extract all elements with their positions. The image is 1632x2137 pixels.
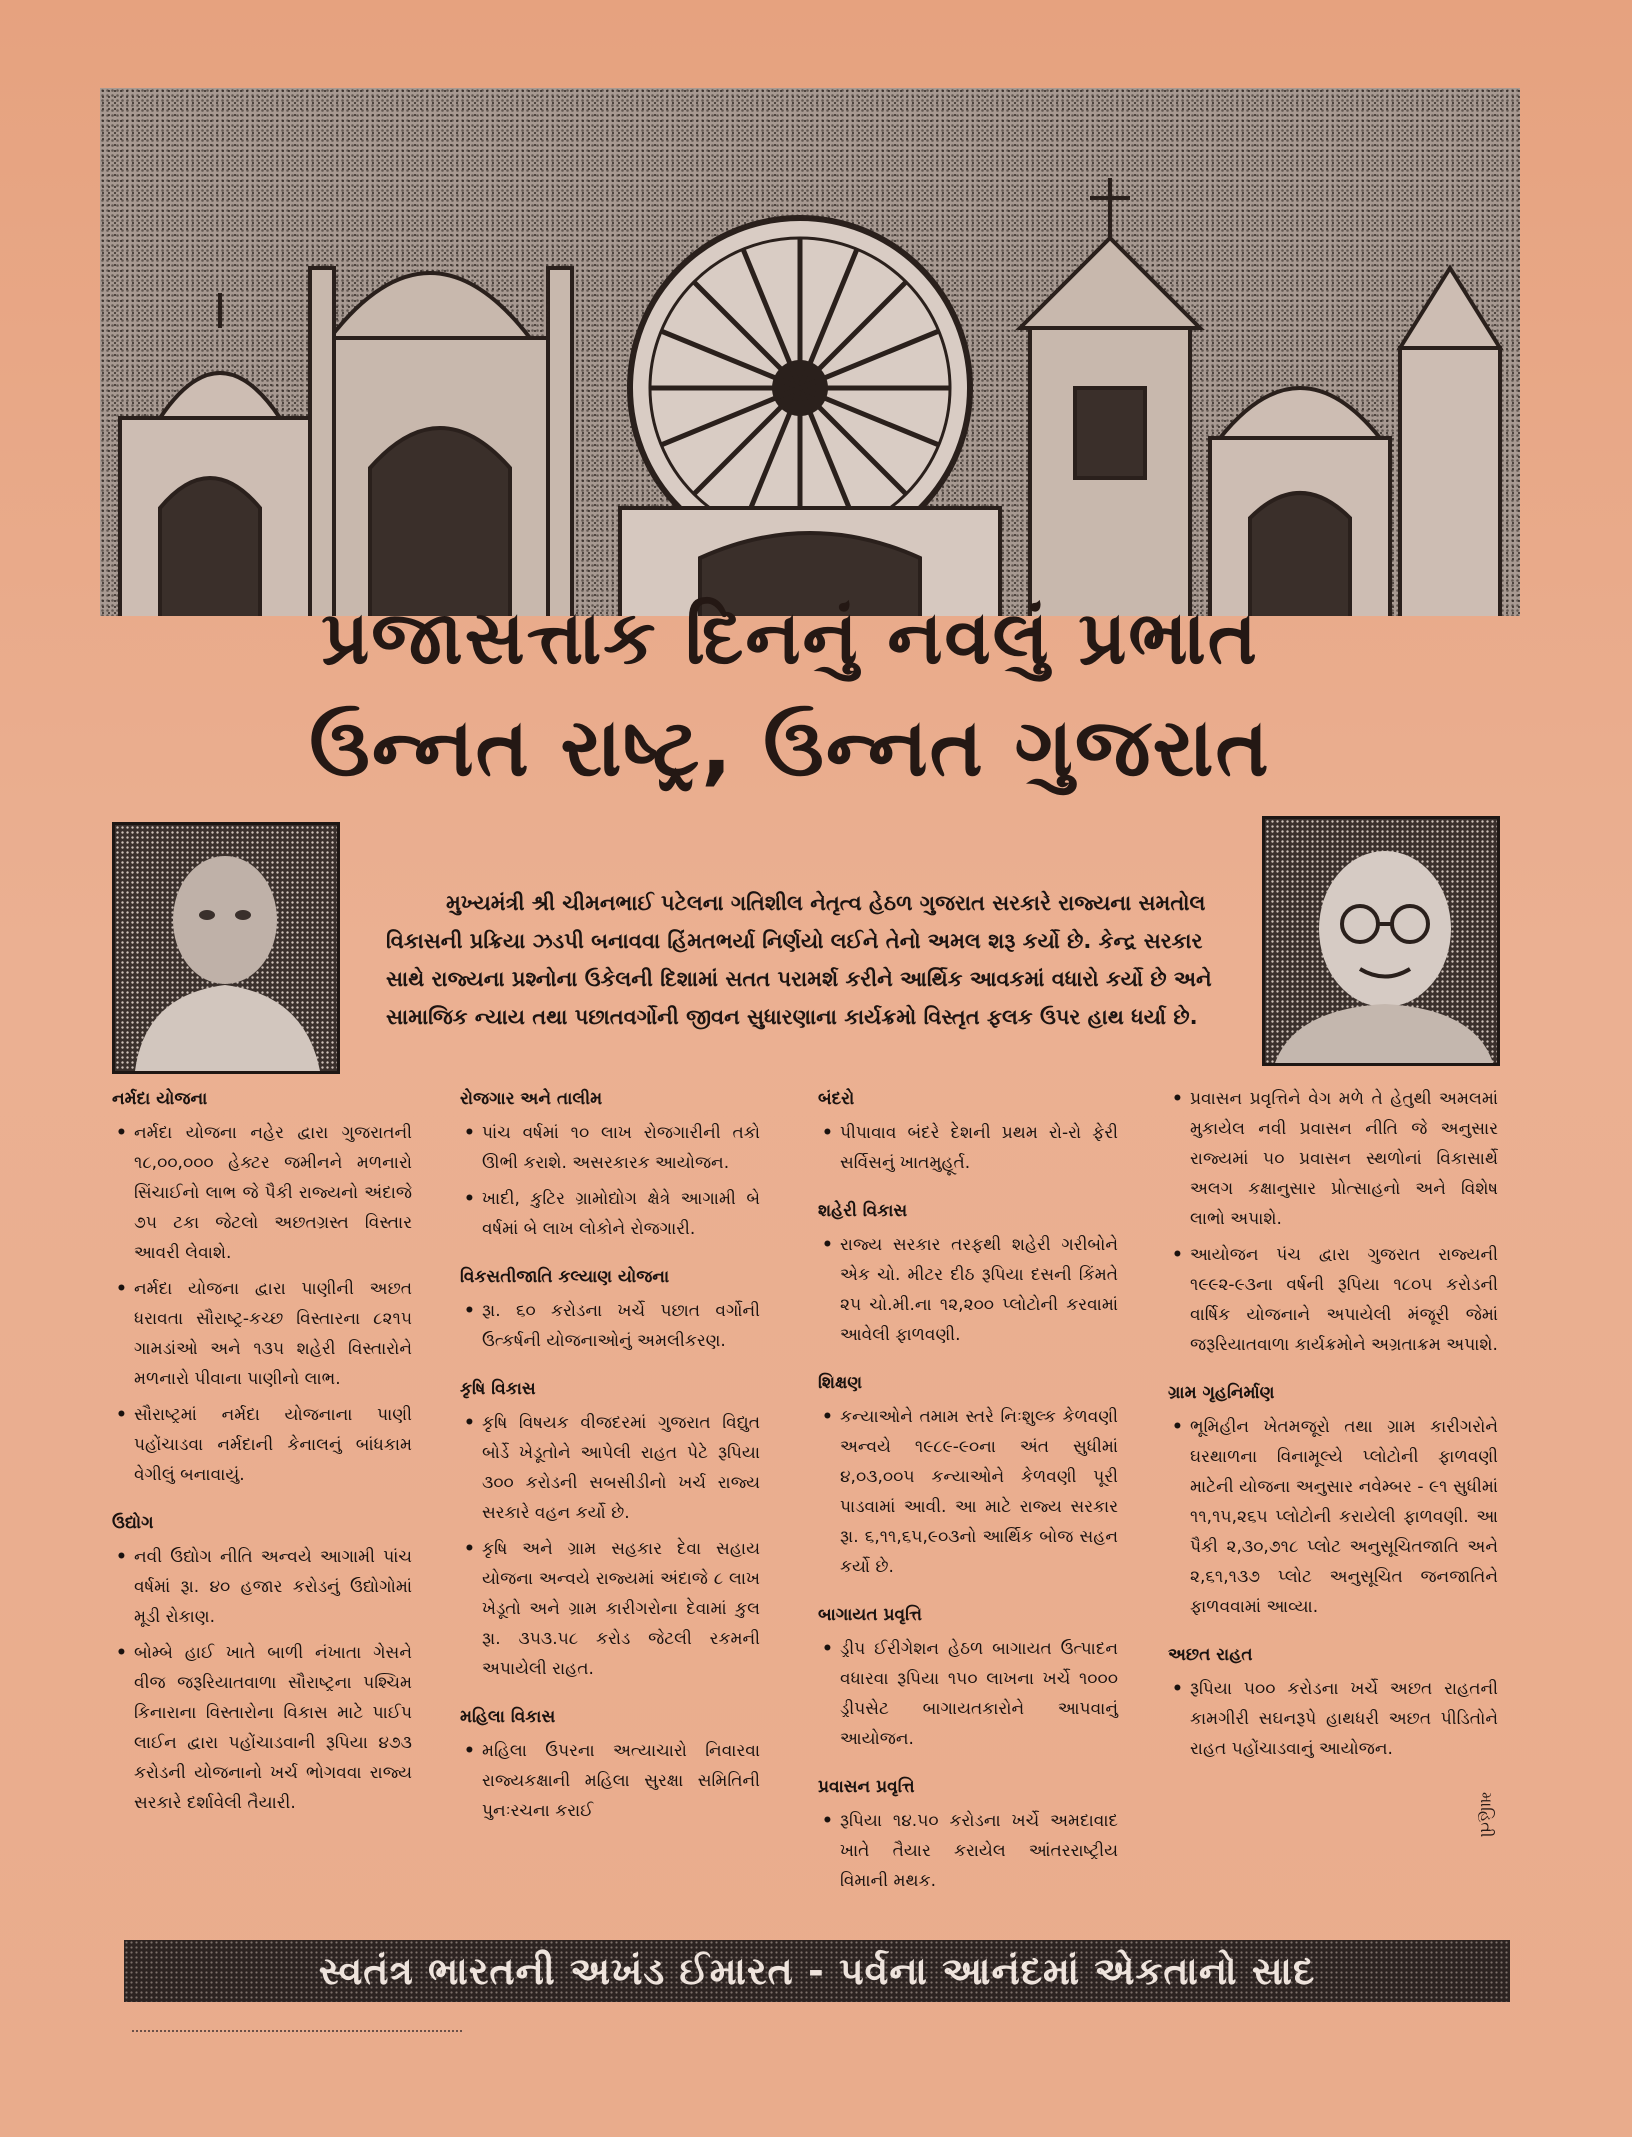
bullet-item: • કૃષિ અને ગ્રામ સહકાર દેવા સહાય યોજના અન્વયે રાજ્યમાં અંદાજે ૮ લાખ ખેડૂતો અને ગ્રામ કારીગરોના દેવામાં કુલ રૂા. ૩૫૩.૫૮ કરોડ જેટલી રકમની અપાયેલી રાહત. <box>460 1534 760 1684</box>
bullet-item: • પીપાવાવ બંદરે દેશની પ્રથમ રો-રો ફેરી સર્વિસનું ખાતમુહૂર્ત. <box>818 1118 1118 1178</box>
bullet-item: • રૂપિયા ૧૪.૫૦ કરોડના ખર્ચે અમદાવાદ ખાતે તૈયાર કરાયેલ આંતરરાષ્ટ્રીય વિમાની મથક. <box>818 1806 1118 1896</box>
section-urban <box>818 1196 1118 1350</box>
section-heading: શહેરી વિકાસ <box>818 1201 908 1221</box>
section-heading: નર્મદા યોજના <box>112 1089 208 1109</box>
section-horticulture <box>818 1600 1118 1754</box>
bullet-item: • કન્યાઓને તમામ સ્તરે નિઃશુલ્ક કેળવણી અન્વયે ૧૯૮૯-૯૦ના અંત સુધીમાં ૪,૦૩,૦૦૫ કન્યાઓને કેળવણી પૂરી પાડવામાં આવી. આ માટે રાજ્ય સરકાર રૂા. ૬,૧૧,૬૫,૯૦૩નો આર્થિક બોજ સહન કર્યો છે. <box>818 1402 1118 1582</box>
bullet-item: • રૂપિયા ૫૦૦ કરોડના ખર્ચે અછત રાહતની કામગીરી સઘનરૂપે હાથધરી અછત પીડિતોને રાહત પહોંચાડવાનું આયોજન. <box>1168 1674 1498 1764</box>
bullet-item: • નર્મદા યોજના નહેર દ્વારા ગુજરાતની ૧૮,૦૦,૦૦૦ હેક્ટર જમીનને મળનારો સિંચાઈનો લાભ જે પૈકી રાજ્યનો અંદાજે ૭૫ ટકા જેટલો અછતગ્રસ્ત વિસ્તાર આવરી લેવાશે. <box>112 1118 412 1268</box>
footer-banner <box>124 1940 1510 2002</box>
page-title <box>230 590 1350 800</box>
bullet-item: • રાજ્ય સરકાર તરફથી શહેરી ગરીબોને એક ચો. મીટર દીઠ રૂપિયા દસની કિંમતે ૨૫ ચો.મી.ના ૧૨,૨૦૦ પ્લોટોની કરવામાં આવેલી ફાળવણી. <box>818 1230 1118 1350</box>
section-heading: બાગાયત પ્રવૃત્તિ <box>818 1605 922 1625</box>
section-heading: પ્રવાસન પ્રવૃત્તિ <box>818 1777 915 1797</box>
section-tourism-policy <box>1168 1084 1498 1360</box>
section-agriculture <box>460 1374 760 1684</box>
section-heading: કૃષિ વિકાસ <box>460 1379 536 1399</box>
portrait-photo-left <box>112 822 340 1074</box>
title-line-2: ઉન્નત રાષ્ટ્ર, ઉન્નત ગુજરાત <box>309 701 1271 794</box>
side-credit-mark: માહિતી <box>1477 1792 1496 1838</box>
section-heading: અછત રાહત <box>1168 1645 1253 1665</box>
section-industry <box>112 1508 412 1818</box>
column-2 <box>460 1084 760 1844</box>
section-education <box>818 1368 1118 1582</box>
portrait-left-icon <box>115 825 337 1071</box>
column-3 <box>818 1084 1118 1914</box>
section-scarcity-relief <box>1168 1640 1498 1764</box>
section-heading: મહિલા વિકાસ <box>460 1707 556 1727</box>
section-ports <box>818 1084 1118 1178</box>
column-1 <box>112 1084 412 1836</box>
footer-slogan: સ્વતંત્ર ભારતની અખંડ ઈમારત - પર્વના આનંદમાં એકતાનો સાદ <box>318 1948 1316 1993</box>
bullet-item: • નર્મદા યોજના દ્વારા પાણીની અછત ધરાવતા સૌરાષ્ટ્ર-કચ્છ વિસ્તારના ૮૨૧૫ ગામડાંઓ અને ૧૩૫ શહેરી વિસ્તારોને મળનારો પીવાના પાણીનો લાભ. <box>112 1274 412 1394</box>
bullet-item: • કૃષિ વિષયક વીજદરમાં ગુજરાત વિદ્યુત બોર્ડે ખેડૂતોને આપેલી રાહત પેટે રૂપિયા ૩૦૦ કરોડની સબસીડીનો ખર્ચ રાજ્ય સરકારે વહન કર્યો છે. <box>460 1408 760 1528</box>
title-line-1: પ્રજાસત્તાક દિનનું નવલું પ્રભાત <box>321 595 1259 681</box>
section-heading: વિકસતીજાતિ કલ્યાણ યોજના <box>460 1267 670 1287</box>
section-heading: ઉદ્યોગ <box>112 1513 154 1533</box>
bullet-item: • આયોજન પંચ દ્વારા ગુજરાત રાજ્યની ૧૯૯૨-૯૩ના વર્ષની રૂપિયા ૧૮૦૫ કરોડની વાર્ષિક યોજનાને અપાયેલી મંજૂરી જેમાં જરૂરિયાતવાળા કાર્યક્રમોને અગ્રતાક્રમ અપાશે. <box>1168 1240 1498 1360</box>
section-caste-welfare <box>460 1262 760 1356</box>
bullet-item: • ખાદી, કુટિર ગ્રામોદ્યોગ ક્ષેત્રે આગામી બે વર્ષમાં બે લાખ લોકોને રોજગારી. <box>460 1184 760 1244</box>
section-women <box>460 1702 760 1826</box>
section-narmada <box>112 1084 412 1490</box>
bullet-item: • બોમ્બે હાઈ ખાતે બાળી નંખાતા ગેસને વીજ જરૂરિયાતવાળા સૌરાષ્ટ્રના પશ્ચિમ કિનારાના વિસ્તારોના વિકાસ માટે પાઈપ લાઈન દ્વારા પહોંચાડવાની રૂપિયા ૪૭૩ કરોડની યોજનાનો ખર્ચ ભોગવવા રાજ્ય સરકારે દર્શાવેલી તૈયારી. <box>112 1638 412 1818</box>
bullet-item: • ડ્રીપ ઈરીગેશન હેઠળ બાગાયત ઉત્પાદન વધારવા રૂપિયા ૧૫૦ લાખના ખર્ચે ૧૦૦૦ ડ્રીપસેટ બાગાયતકારોને આપવાનું આયોજન. <box>818 1634 1118 1754</box>
bullet-item: • સૌરાષ્ટ્રમાં નર્મદા યોજનાના પાણી પહોંચાડવા નર્મદાની કેનાલનું બાંધકામ વેગીલું બનાવાયું. <box>112 1400 412 1490</box>
intro-paragraph: મુખ્યમંત્રી શ્રી ચીમનભાઈ પટેલના ગતિશીલ નેતૃત્વ હેઠળ ગુજરાત સરકારે રાજ્યના સમતોલ વિકાસની પ્રક્રિયા ઝડપી બનાવવા હિંમતભર્યા નિર્ણયો લઈને તેનો અમલ શરૂ કર્યો છે. કેન્દ્ર સરકાર સાથે રાજ્યના પ્રશ્નોના ઉકેલની દિશામાં સતત પરામર્શ કરીને આર્થિક આવકમાં વધારો કર્યો છે અને સામાજિક ન્યાય તથા પછાતવર્ગોની જીવન સુધારણાના કાર્યક્રમો વિસ્તૃત ફલક ઉપર હાથ ધર્યા છે. <box>386 891 1212 1029</box>
bullet-item: • પાંચ વર્ષમાં ૧૦ લાખ રોજગારીની તકો ઊભી કરાશે. અસરકારક આયોજન. <box>460 1118 760 1178</box>
section-heading: બંદરો <box>818 1089 855 1109</box>
column-4 <box>1168 1084 1498 1782</box>
section-tourism <box>818 1772 1118 1896</box>
section-rural-housing <box>1168 1378 1498 1622</box>
monument-skyline-illustration <box>100 88 1520 616</box>
portrait-right-icon <box>1265 819 1497 1063</box>
section-heading: ગ્રામ ગૃહનિર્માણ <box>1168 1383 1275 1403</box>
page-smudge <box>132 2030 462 2044</box>
bullet-item: • ભૂમિહીન ખેતમજૂરો તથા ગ્રામ કારીગરોને ઘરથાળના વિનામૂલ્યે પ્લોટોની ફાળવણી માટેની યોજના અનુસાર નવેમ્બર - ૯૧ સુધીમાં ૧૧,૧૫,૨૬૫ પ્લોટોની કરાયેલી ફાળવણી. આ પૈકી ૨,૩૦,૭૧૮ પ્લોટ અનુસૂચિતજાતિ અને ૨,૬૧,૧૩૭ પ્લોટ અનુસૂચિત જનજાતિને ફાળવવામાં આવ્યા. <box>1168 1412 1498 1622</box>
header-illustration <box>100 88 1520 616</box>
bullet-item: • નવી ઉદ્યોગ નીતિ અન્વયે આગામી પાંચ વર્ષમાં રૂા. ૪૦ હજાર કરોડનું ઉદ્યોગોમાં મૂડી રોકાણ. <box>112 1542 412 1632</box>
bullet-item: • પ્રવાસન પ્રવૃત્તિને વેગ મળે તે હેતુથી અમલમાં મુકાયેલ નવી પ્રવાસન નીતિ જે અનુસાર રાજ્યમાં ૫૦ પ્રવાસન સ્થળોનાં વિકાસાર્થે અલગ કક્ષાનુસાર પ્રોત્સાહનો અને વિશેષ લાભો અપાશે. <box>1168 1084 1498 1234</box>
bullet-item: • રૂા. ૬૦ કરોડના ખર્ચે પછાત વર્ગોની ઉત્કર્ષની યોજનાઓનું અમલીકરણ. <box>460 1296 760 1356</box>
section-employment <box>460 1084 760 1244</box>
bullet-item: • મહિલા ઉપરના અત્યાચારો નિવારવા રાજ્યકક્ષાની મહિલા સુરક્ષા સમિતિની પુનઃરચના કરાઈ <box>460 1736 760 1826</box>
portrait-photo-right <box>1262 816 1500 1066</box>
section-heading: રોજગાર અને તાલીમ <box>460 1089 603 1109</box>
section-heading: શિક્ષણ <box>818 1373 863 1393</box>
